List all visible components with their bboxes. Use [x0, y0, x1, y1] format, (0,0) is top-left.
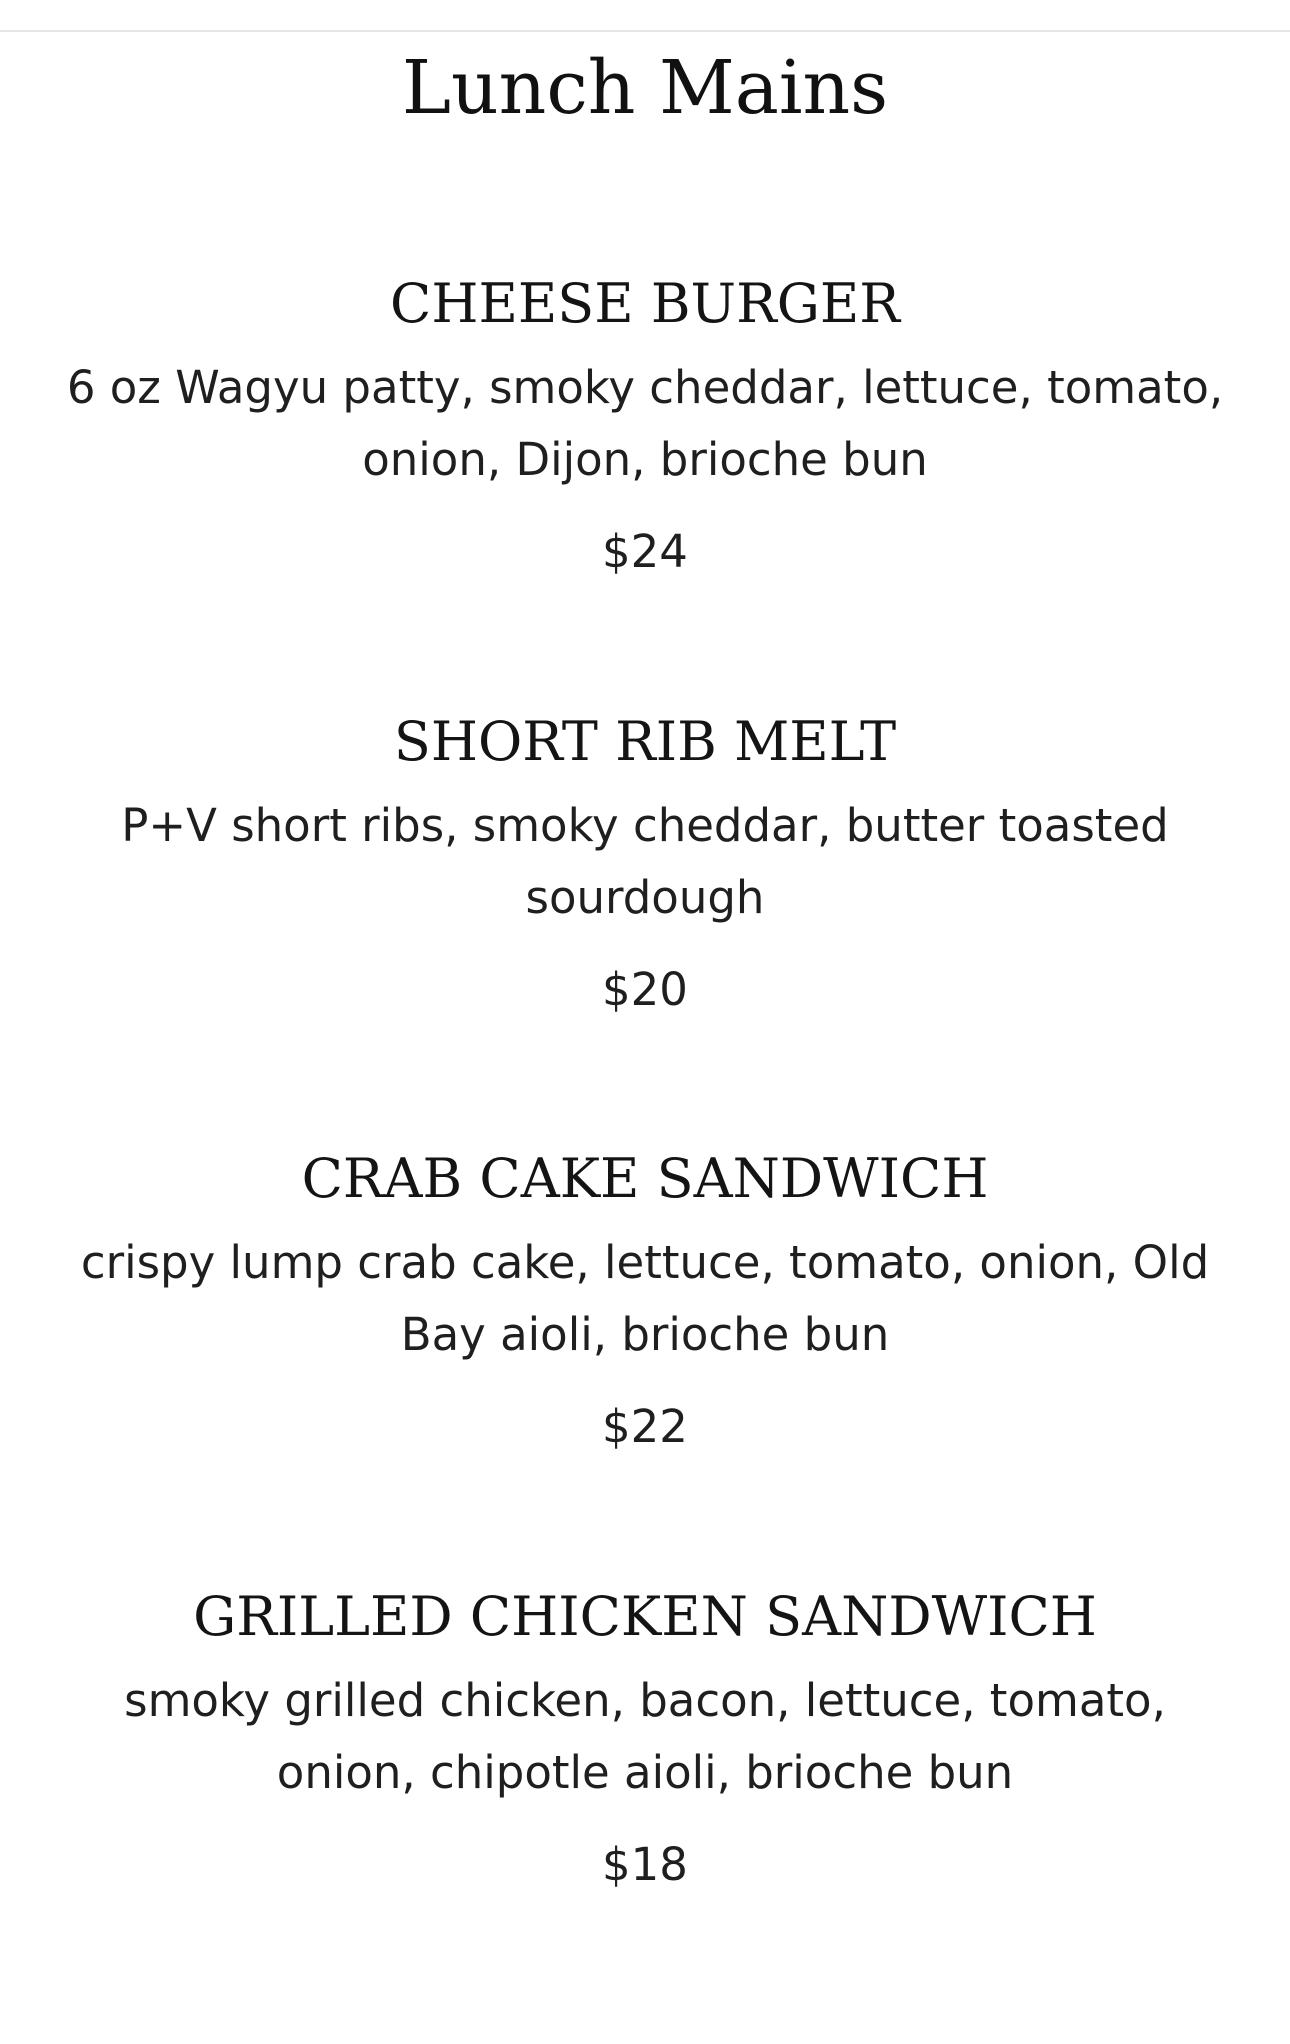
item-name: CHEESE BURGER: [390, 272, 900, 335]
item-name: CRAB CAKE SANDWICH: [301, 1147, 989, 1210]
menu-item-grilled-chicken-sandwich: [60, 1581, 1230, 1901]
menu-item-cheese-burger: [60, 268, 1230, 588]
item-description-line: smoky grilled chicken, bacon, lettuce, tomato,: [124, 1674, 1166, 1727]
item-price: $20: [602, 963, 688, 1016]
top-divider: [0, 30, 1290, 32]
item-description: [60, 1665, 1230, 1809]
item-description-line: crispy lump crab cake, lettuce, tomato, onion, Old: [80, 1236, 1210, 1289]
item-price: $18: [602, 1838, 688, 1891]
item-name: SHORT RIB MELT: [393, 710, 897, 773]
item-description-line: P+V short ribs, smoky cheddar, butter toasted: [121, 799, 1169, 852]
item-description-line: sourdough: [525, 871, 765, 924]
item-description: [60, 1227, 1230, 1371]
menu-item-crab-cake-sandwich: [60, 1143, 1230, 1463]
item-description-line: onion, chipotle aioli, brioche bun: [276, 1746, 1014, 1799]
page-title: Lunch Mains: [401, 45, 889, 131]
item-description-line: Bay aioli, brioche bun: [400, 1308, 890, 1361]
item-name: GRILLED CHICKEN SANDWICH: [193, 1585, 1097, 1648]
menu-item-short-rib-melt: [60, 706, 1230, 1026]
item-description-line: onion, Dijon, brioche bun: [362, 433, 928, 486]
item-description: [60, 352, 1230, 496]
item-description-line: 6 oz Wagyu patty, smoky cheddar, lettuce, tomato,: [66, 361, 1224, 414]
item-price: $24: [602, 525, 688, 578]
item-description: [60, 790, 1230, 934]
item-price: $22: [602, 1400, 688, 1453]
